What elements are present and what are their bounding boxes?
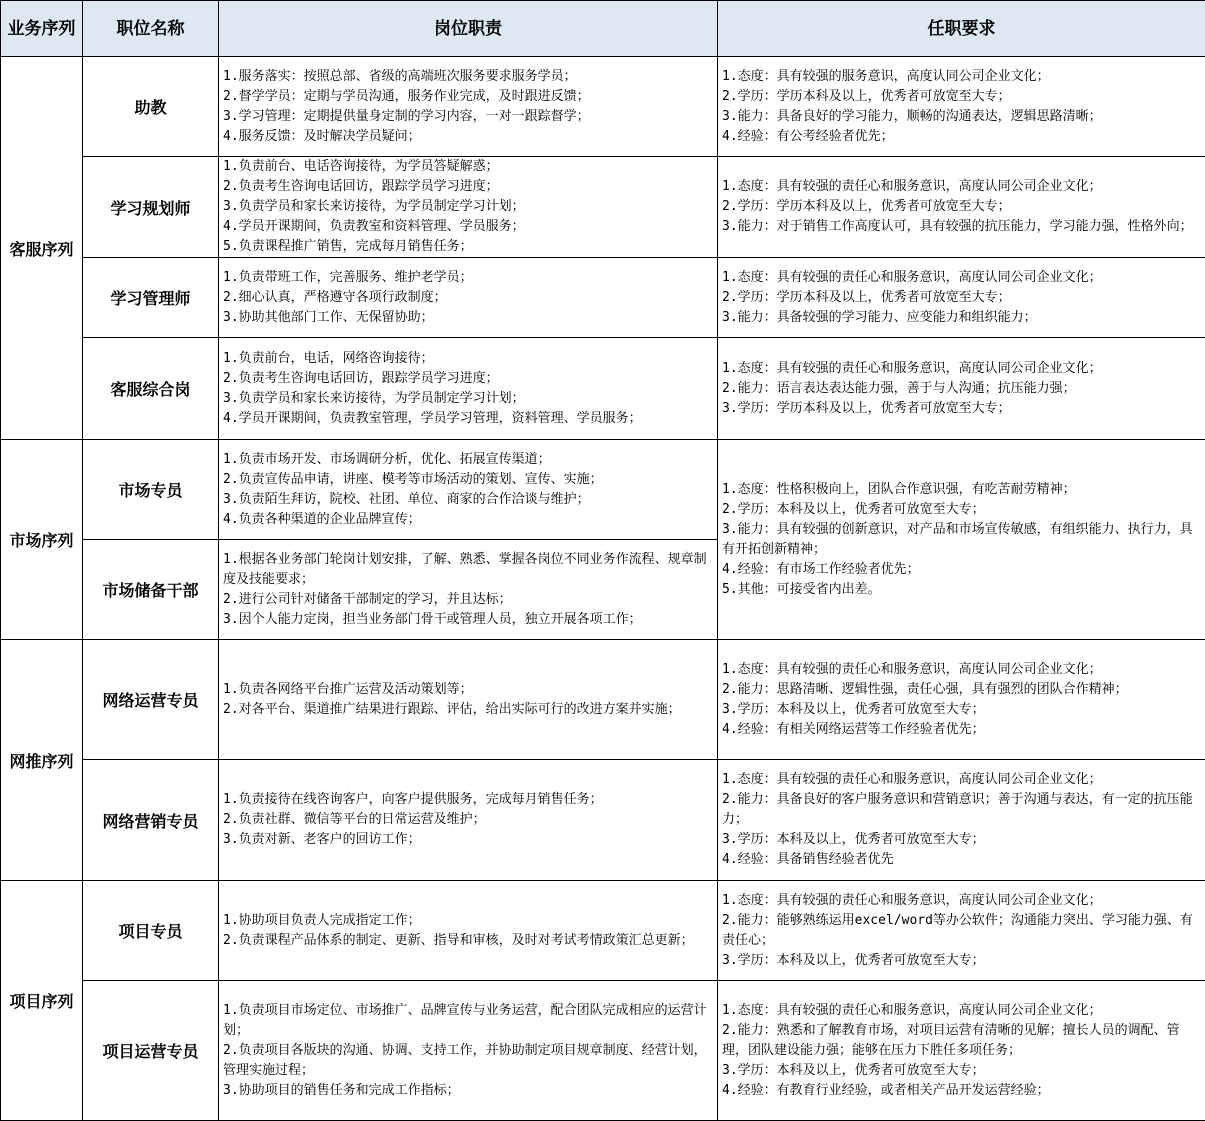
requirement-line: 3.学历：本科及以上，优秀者可放宽至大专； <box>722 830 1201 850</box>
duties-cell <box>219 760 718 881</box>
requirement-line: 2.学历：学历本科及以上，优秀者可放宽至大专； <box>722 288 1201 308</box>
duty-line: 3.因个人能力定岗，担当业务部门骨干或管理人员，独立开展各项工作； <box>223 610 713 630</box>
requirement-line: 2.能力：思路清晰、逻辑性强，责任心强，具有强烈的团队合作精神； <box>722 680 1201 700</box>
duties-cell <box>219 440 718 540</box>
requirements-cell <box>718 440 1205 640</box>
requirements-cell <box>718 881 1205 981</box>
requirement-line: 3.能力：具有较强的创新意识，对产品和市场宣传敏感，有组织能力、执行力，具有开拓创新精神； <box>722 520 1201 560</box>
requirement-line: 3.学历：学历本科及以上，优秀者可放宽至大专； <box>722 399 1201 419</box>
table-row <box>1 640 1205 760</box>
requirement-line: 2.能力：熟悉和了解教育市场，对项目运营有清晰的见解；擅长人员的调配、管理，团队建设能力强；能够在压力下胜任多项任务； <box>722 1021 1201 1061</box>
position-cell: 市场专员 <box>83 440 219 540</box>
requirement-line: 4.经验：有教育行业经验，或者相关产品开发运营经验； <box>722 1081 1201 1101</box>
duty-line: 3.协助其他部门工作、无保留协助； <box>223 308 713 328</box>
table-row <box>1 881 1205 981</box>
requirement-line: 1.态度：具有较强的责任心和服务意识，高度认同公司企业文化； <box>722 891 1201 911</box>
requirement-line: 3.学历：本科及以上，优秀者可放宽至大专； <box>722 951 1201 971</box>
position-cell: 客服综合岗 <box>83 338 219 440</box>
duty-line: 3.负责学员和家长来访接待，为学员制定学习计划； <box>223 197 713 217</box>
duty-line: 4.负责各种渠道的企业品牌宣传； <box>223 510 713 530</box>
duty-line: 2.负责考生咨询电话回访，跟踪学员学习进度； <box>223 369 713 389</box>
requirement-line: 3.学历：本科及以上，优秀者可放宽至大专； <box>722 700 1201 720</box>
requirements-cell <box>718 981 1205 1121</box>
requirement-line: 1.态度：具有较强的服务意识，高度认同公司企业文化； <box>722 67 1201 87</box>
sequence-cell: 客服序列 <box>1 57 83 440</box>
duty-line: 2.负责考生咨询电话回访，跟踪学员学习进度； <box>223 177 713 197</box>
position-cell: 项目专员 <box>83 881 219 981</box>
header-requirements: 任职要求 <box>718 1 1205 57</box>
position-cell: 项目运营专员 <box>83 981 219 1121</box>
sequence-cell: 市场序列 <box>1 440 83 640</box>
duty-line: 4.学员开课期间，负责教室管理，学员学习管理，资料管理、学员服务； <box>223 409 713 429</box>
requirement-line: 5.其他：可接受省内出差。 <box>722 580 1201 600</box>
duty-line: 3.协助项目的销售任务和完成工作指标； <box>223 1081 713 1101</box>
requirement-line: 4.经验：具备销售经验者优先 <box>722 850 1201 870</box>
requirement-line: 3.学历：本科及以上，优秀者可放宽至大专； <box>722 1061 1201 1081</box>
duty-line: 3.负责学员和家长来访接待，为学员制定学习计划； <box>223 389 713 409</box>
position-cell: 网络运营专员 <box>83 640 219 760</box>
table-row <box>1 760 1205 881</box>
duty-line: 4.学员开课期间，负责教室和资料管理、学员服务； <box>223 217 713 237</box>
requirement-line: 4.经验：有公考经验者优先； <box>722 127 1201 147</box>
requirements-cell <box>718 640 1205 760</box>
header-position: 职位名称 <box>83 1 219 57</box>
duty-line: 1.服务落实：按照总部、省级的高端班次服务要求服务学员； <box>223 67 713 87</box>
requirement-line: 2.学历：学历本科及以上，优秀者可放宽至大专； <box>722 197 1201 217</box>
position-cell: 市场储备干部 <box>83 540 219 640</box>
duty-line: 2.负责社群、微信等平台的日常运营及维护； <box>223 810 713 830</box>
duty-line: 3.学习管理：定期提供量身定制的学习内容，一对一跟踪督学； <box>223 107 713 127</box>
requirements-cell <box>718 57 1205 157</box>
duty-line: 1.根据各业务部门轮岗计划安排，了解、熟悉、掌握各岗位不同业务作流程、规章制度及技能要求； <box>223 550 713 590</box>
table-row <box>1 57 1205 157</box>
requirement-line: 4.经验：有相关网络运营等工作经验者优先； <box>722 720 1201 740</box>
requirements-cell <box>718 338 1205 440</box>
duty-line: 1.负责带班工作，完善服务、维护老学员； <box>223 268 713 288</box>
requirement-line: 3.能力：具备良好的学习能力，顺畅的沟通表达，逻辑思路清晰； <box>722 107 1201 127</box>
duty-line: 2.负责课程产品体系的制定、更新、指导和审核，及时对考试考情政策汇总更新； <box>223 931 713 951</box>
table-row <box>1 157 1205 258</box>
requirement-line: 2.能力：能够熟练运用excel/word等办公软件；沟通能力突出、学习能力强、有责任心； <box>722 911 1201 951</box>
position-cell: 助教 <box>83 57 219 157</box>
duty-line: 2.督学学员：定期与学员沟通，服务作业完成，及时跟进反馈； <box>223 87 713 107</box>
duties-cell <box>219 981 718 1121</box>
duty-line: 1.负责市场开发、市场调研分析，优化、拓展宣传渠道； <box>223 450 713 470</box>
requirement-line: 1.态度：具有较强的责任心和服务意识，高度认同公司企业文化； <box>722 660 1201 680</box>
table-row <box>1 981 1205 1121</box>
requirement-line: 1.态度：具有较强的责任心和服务意识，高度认同公司企业文化； <box>722 359 1201 379</box>
sequence-cell: 项目序列 <box>1 881 83 1121</box>
requirement-line: 4.经验：有市场工作经验者优先； <box>722 560 1201 580</box>
sequence-cell: 网推序列 <box>1 640 83 881</box>
duties-cell <box>219 157 718 258</box>
requirement-line: 1.态度：性格积极向上，团队合作意识强，有吃苦耐劳精神； <box>722 480 1201 500</box>
duties-cell <box>219 57 718 157</box>
requirement-line: 1.态度：具有较强的责任心和服务意识，高度认同公司企业文化； <box>722 1001 1201 1021</box>
table-row <box>1 338 1205 440</box>
position-cell: 学习规划师 <box>83 157 219 258</box>
duties-cell <box>219 881 718 981</box>
duty-line: 1.协助项目负责人完成指定工作； <box>223 911 713 931</box>
requirement-line: 3.能力：具备较强的学习能力、应变能力和组织能力； <box>722 308 1201 328</box>
requirements-cell <box>718 258 1205 338</box>
requirement-line: 2.能力：语言表达表达能力强，善于与人沟通；抗压能力强； <box>722 379 1201 399</box>
requirements-cell <box>718 760 1205 881</box>
duty-line: 1.负责各网络平台推广运营及活动策划等； <box>223 680 713 700</box>
duty-line: 4.服务反馈：及时解决学员疑问； <box>223 127 713 147</box>
requirements-cell <box>718 157 1205 258</box>
header-row <box>1 1 1205 57</box>
duty-line: 2.对各平台、渠道推广结果进行跟踪、评估，给出实际可行的改进方案并实施； <box>223 700 713 720</box>
duty-line: 2.负责宣传品申请，讲座、模考等市场活动的策划、宣传、实施； <box>223 470 713 490</box>
duty-line: 2.进行公司针对储备干部制定的学习，并且达标； <box>223 590 713 610</box>
header-sequence: 业务序列 <box>1 1 83 57</box>
duties-cell <box>219 338 718 440</box>
duties-cell <box>219 640 718 760</box>
position-cell: 学习管理师 <box>83 258 219 338</box>
requirement-line: 2.能力：具备良好的客户服务意识和营销意识；善于沟通与表达，有一定的抗压能力； <box>722 790 1201 830</box>
header-duties: 岗位职责 <box>219 1 718 57</box>
requirement-line: 3.能力：对于销售工作高度认可，具有较强的抗压能力，学习能力强，性格外向； <box>722 217 1201 237</box>
duties-cell <box>219 540 718 640</box>
duty-line: 2.负责项目各版块的沟通、协调、支持工作，并协助制定项目规章制度、经营计划，管理实施过程； <box>223 1041 713 1081</box>
duty-line: 3.负责陌生拜访，院校、社团、单位、商家的合作洽谈与维护； <box>223 490 713 510</box>
duty-line: 3.负责对新、老客户的回访工作； <box>223 830 713 850</box>
duty-line: 1.负责接待在线咨询客户，向客户提供服务，完成每月销售任务； <box>223 790 713 810</box>
requirement-line: 1.态度：具有较强的责任心和服务意识，高度认同公司企业文化； <box>722 268 1201 288</box>
duty-line: 1.负责前台、电话咨询接待，为学员答疑解惑； <box>223 157 713 177</box>
requirement-line: 2.学历：本科及以上，优秀者可放宽至大专； <box>722 500 1201 520</box>
table-row <box>1 258 1205 338</box>
duty-line: 1.负责项目市场定位、市场推广、品牌宣传与业务运营，配合团队完成相应的运营计划； <box>223 1001 713 1041</box>
position-cell: 网络营销专员 <box>83 760 219 881</box>
requirement-line: 2.学历：学历本科及以上，优秀者可放宽至大专； <box>722 87 1201 107</box>
requirement-line: 1.态度：具有较强的责任心和服务意识，高度认同公司企业文化； <box>722 177 1201 197</box>
duty-line: 1.负责前台，电话，网络咨询接待； <box>223 349 713 369</box>
duties-cell <box>219 258 718 338</box>
requirement-line: 1.态度：具有较强的责任心和服务意识，高度认同公司企业文化； <box>722 770 1201 790</box>
duty-line: 5.负责课程推广销售，完成每月销售任务； <box>223 237 713 257</box>
table-row <box>1 440 1205 540</box>
duty-line: 2.细心认真，严格遵守各项行政制度； <box>223 288 713 308</box>
